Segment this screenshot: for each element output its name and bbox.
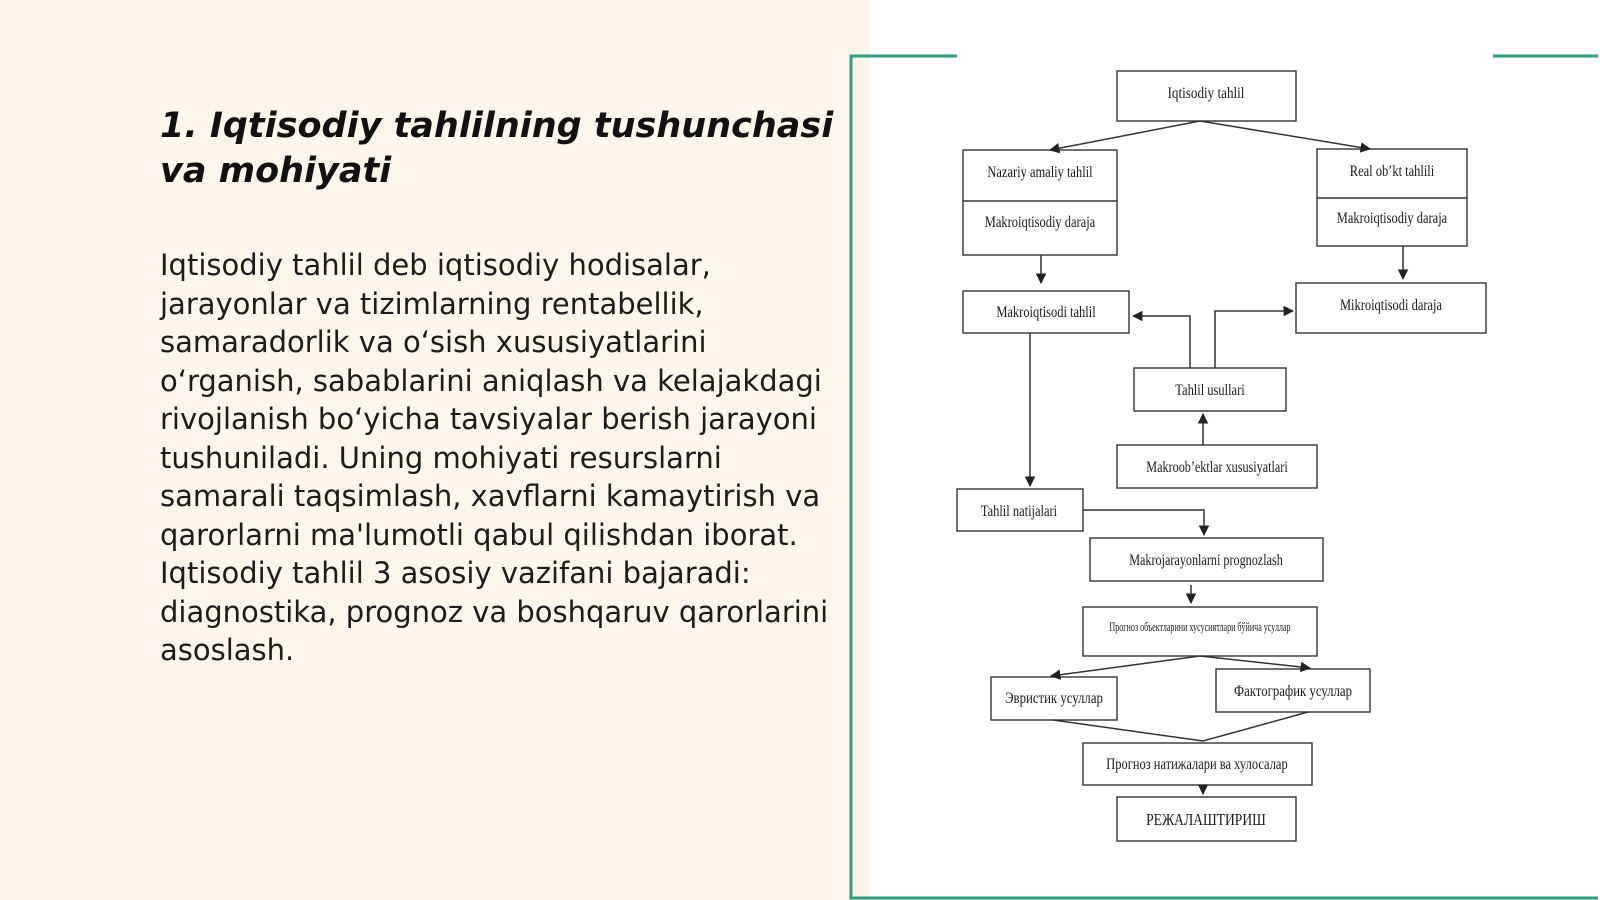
label-makro-daraja-right: Makroiqtisodiy daraja [1336,209,1448,228]
label-nazariy-amaliy: Nazariy amaliy tahlil [987,163,1093,182]
label-makroiqtisodi-tahlil: Makroiqtisodi tahlil [996,303,1096,322]
label-mikroiqtisodi-daraja: Mikroiqtisodi daraja [1339,296,1443,315]
label-rejalashtirish: РЕЖАЛАШТИРИШ [1146,810,1266,830]
label-evristik: Эвристик усуллар [1005,689,1103,708]
label-faktografik: Фактографик усуллар [1233,682,1353,701]
label-prognoz-natijalari: Прогноз натижалари ва хулосалар [1106,755,1288,774]
slide-title: 1. Iqtisodiy tahlilning tushunchasi va mohiyati [160,106,834,191]
label-real-obkt: Real ob’kt tahlili [1349,162,1435,181]
label-tahlil-natijalari: Tahlil natijalari [980,502,1058,521]
label-iqtisodiy-tahlil: Iqtisodiy tahlil [1167,84,1245,103]
label-prognozlash: Makrojarayonlarni prognozlash [1129,551,1283,570]
label-tahlil-usullari: Tahlil usullari [1175,381,1245,400]
label-makro-daraja-left: Makroiqtisodiy daraja [984,213,1096,232]
slide-body-text: Iqtisodiy tahlil deb iqtisodiy hodisalar, jarayonlar va tizimlarning rentabellik, samaradorlik va o‘sish xususiyatlarini o‘rganish, sabablarini aniqlash va kelajakdagi rivojlanish bo‘yicha tavsiyalar berish jarayoni tushuniladi. Uning mohiyati resurslarni samarali taqsimlash, xavflarni kamaytirish va qarorlarni ma'lumotli qabul qilishdan iborat. Iqtisodiy tahlil 3 asosiy vazifani bajaradi: diagnostika, prognoz va boshqaruv qarorlarini asoslash. [160,248,829,667]
label-makroobektlar: Makroob’ektlar xususiyatlari [1146,458,1288,477]
label-prognoz-obekt: Прогноз объектларини хусусиятлари бўйича усуллар [1109,620,1291,635]
